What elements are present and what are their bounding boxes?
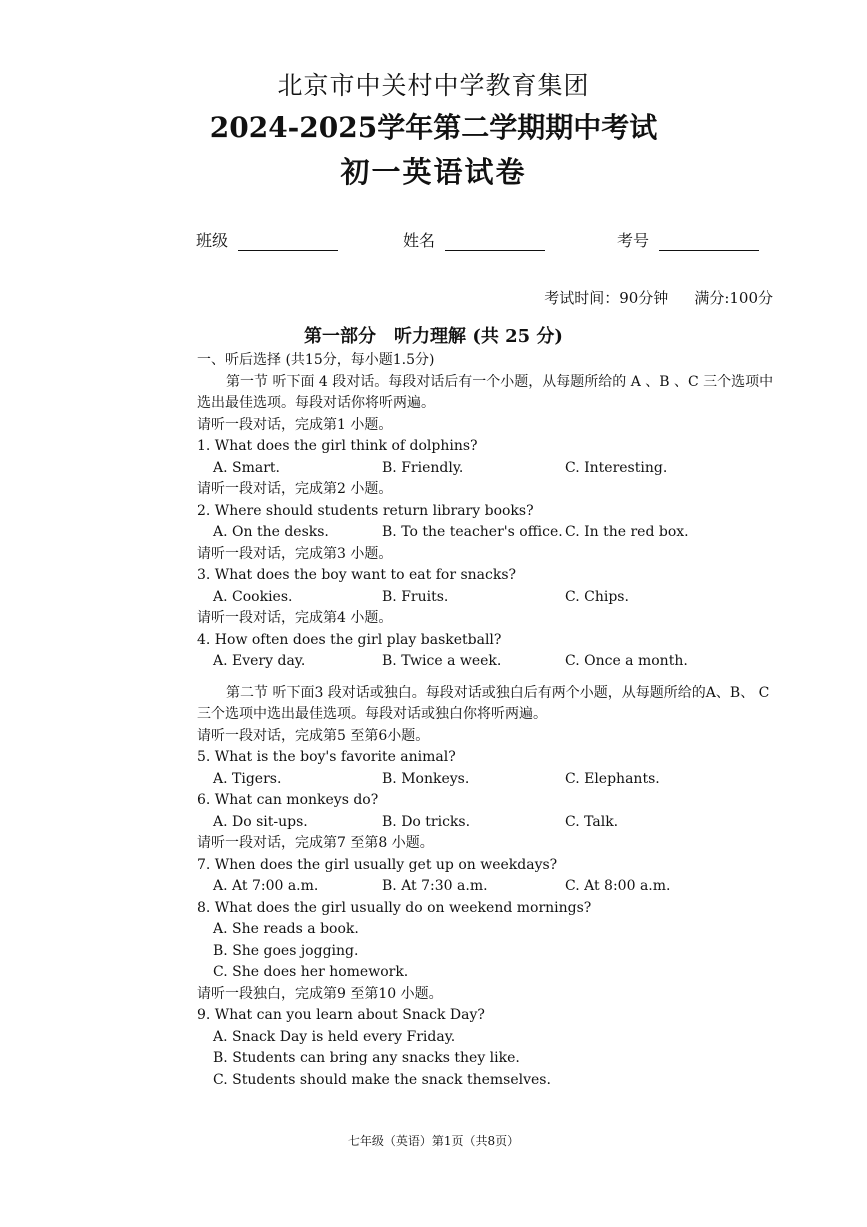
instruction: 请听一段对话，完成第4 小题。	[197, 610, 393, 626]
name-field	[403, 228, 545, 251]
id-label: 考号	[617, 231, 650, 250]
subsection-1-intro: 第一节 听下面 4 段对话。每段对话后有一个小题，从每题所给的 A 、B 、C 三个选项中选出最佳选项。每段对话你将听两遍。	[197, 373, 774, 411]
option-b: B. Monkeys.	[382, 770, 470, 787]
option-c: C. Once a month.	[565, 653, 688, 669]
id-field	[617, 228, 759, 251]
question-options	[197, 876, 787, 898]
exam-meta	[518, 287, 773, 308]
listening-section	[197, 350, 787, 1091]
question-stem: 2. Where should students return library books?	[197, 502, 534, 519]
option-b: B. Friendly.	[382, 459, 464, 476]
option-a: A. At 7:00 a.m.	[213, 878, 319, 894]
question-stem: 3. What does the boy want to eat for snacks?	[197, 567, 517, 583]
option-a: A. Cookies.	[213, 588, 293, 605]
question-options	[197, 812, 787, 834]
option-a: A. Do sit-ups.	[213, 813, 308, 830]
class-label: 班级	[196, 231, 229, 250]
part-one-heading: 第一部分 听力理解 (共 25 分)	[304, 326, 563, 347]
option-c: C. Students should make the snack themselves.	[213, 1071, 551, 1088]
instruction: 请听一段对话，完成第1 小题。	[197, 416, 393, 433]
subsection-2-intro: 第二节 听下面3 段对话或独白。每段对话或独白后有两个小题，从每题所给的A、B、 C 三个选项中选出最佳选项。每段对话或独白你将听两遍。	[197, 684, 770, 722]
section-title: 一、听后选择 (共15分，每小题1.5分)	[197, 352, 435, 368]
instruction: 请听一段对话，完成第3 小题。	[197, 545, 393, 562]
question-stem: 7. When does the girl usually get up on weekdays?	[197, 856, 558, 873]
option-c: C. In the red box.	[565, 524, 689, 540]
question-stem: 1. What does the girl think of dolphins?	[197, 438, 478, 454]
question-options	[197, 587, 787, 609]
option-c: C. Interesting.	[565, 459, 668, 476]
question-stem: 5. What is the boy's favorite animal?	[197, 749, 456, 765]
question-stem: 9. What can you learn about Snack Day?	[197, 1007, 485, 1023]
option-b: B. Do tricks.	[382, 813, 471, 830]
option-b: B. At 7:30 a.m.	[382, 878, 488, 894]
class-field	[196, 228, 338, 251]
option-b: B. Twice a week.	[382, 653, 502, 669]
exam-time: 考试时间：90分钟	[544, 289, 669, 307]
instruction: 请听一段对话，完成第7 至第8 小题。	[197, 835, 434, 851]
instruction: 请听一段对话，完成第2 小题。	[197, 481, 393, 497]
option-a: A. Every day.	[213, 653, 306, 669]
school-name: 北京市中关村中学教育集团	[277, 71, 590, 100]
option-b: B. Fruits.	[382, 588, 449, 605]
question-stem: 6. What can monkeys do?	[197, 792, 379, 808]
option-c: C. At 8:00 a.m.	[565, 878, 671, 894]
question-options	[197, 458, 787, 480]
option-c: C. Talk.	[565, 813, 619, 830]
subject-title: 初一英语试卷	[340, 155, 527, 189]
instruction: 请听一段对话，完成第5 至第6小题。	[197, 727, 430, 744]
option-a: A. Snack Day is held every Friday.	[213, 1028, 456, 1045]
page-footer: 七年级（英语）第1页（共8页）	[347, 1134, 520, 1148]
spacer	[197, 673, 787, 683]
exam-title: 2024-2025学年第二学期期中考试	[209, 111, 658, 144]
option-c: C. She does her homework.	[213, 964, 409, 980]
question-stem: 8. What does the girl usually do on weekend mornings?	[197, 899, 592, 916]
full-score: 满分:100分	[694, 289, 773, 307]
question-options	[197, 769, 787, 791]
option-c: C. Chips.	[565, 588, 629, 605]
option-a: A. Tigers.	[213, 770, 282, 787]
option-b: B. She goes jogging.	[213, 942, 359, 959]
instruction: 请听一段独白，完成第9 至第10 小题。	[197, 985, 443, 1002]
option-b: B. Students can bring any snacks they like.	[213, 1050, 520, 1066]
question-stem: 4. How often does the girl play basketball?	[197, 631, 502, 648]
option-b: B. To the teacher's office.	[382, 524, 563, 540]
option-c: C. Elephants.	[565, 770, 660, 787]
class-blank	[238, 236, 338, 251]
name-label: 姓名	[403, 231, 436, 250]
question-options	[197, 651, 787, 673]
option-a: A. She reads a book.	[213, 921, 359, 937]
question-options	[197, 522, 787, 544]
option-a: A. On the desks.	[213, 524, 329, 540]
option-a: A. Smart.	[213, 459, 280, 476]
name-blank	[445, 236, 545, 251]
id-blank	[659, 236, 759, 251]
